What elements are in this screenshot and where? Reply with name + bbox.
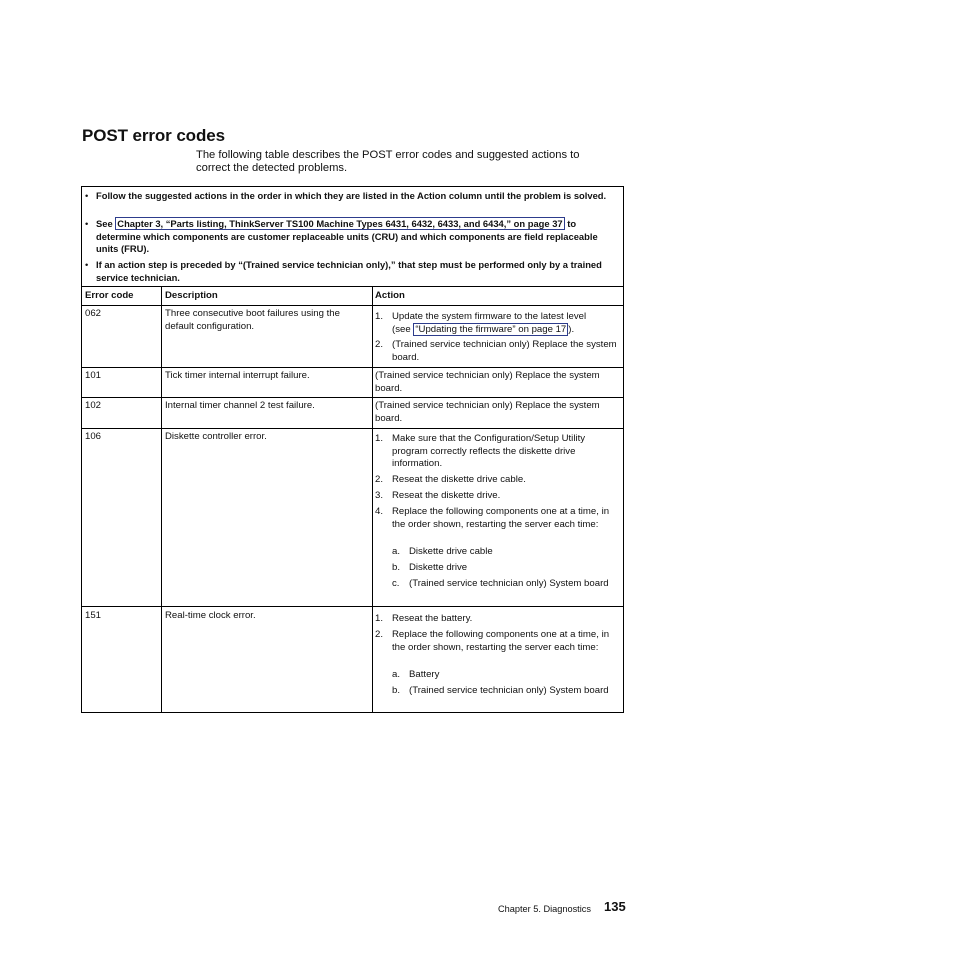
bullet-icon: • [85, 259, 89, 270]
substep-letter: c. [392, 578, 400, 589]
row-102-code: 102 [85, 400, 102, 411]
table-rule [82, 397, 623, 398]
substep-text: (Trained service technician only) System board [409, 578, 609, 589]
row-101-description: Tick timer internal interrupt failure. [165, 370, 310, 381]
substep-text: (Trained service technician only) System board [409, 685, 609, 696]
step-number: 3. [375, 490, 384, 501]
bullet-icon: • [85, 190, 89, 201]
step-text [392, 311, 620, 336]
row-151-description: Real-time clock error. [165, 610, 256, 621]
chapter-3-link[interactable]: Chapter 3, “Parts listing, ThinkServer TS100 Machine Types 6431, 6432, 6433, and 6434,” on page 37 [117, 218, 563, 229]
substep-text: Battery [409, 669, 440, 680]
column-divider [372, 286, 373, 712]
note-item [85, 218, 612, 256]
updating-firmware-link[interactable]: “Updating the firmware” on page 17 [415, 323, 567, 335]
table-rule [82, 367, 623, 368]
bullet-icon: • [85, 218, 89, 229]
substep-letter: b. [392, 685, 401, 696]
step-text: Reseat the battery. [392, 613, 473, 624]
row-102-action: (Trained service technician only) Replace the system board. [375, 400, 600, 424]
note-item [85, 190, 612, 203]
header-action: Action [375, 290, 405, 301]
step-text: Reseat the diskette drive. [392, 490, 501, 501]
header-description: Description [165, 290, 218, 301]
substep-letter: a. [392, 546, 401, 557]
substep-letter: a. [392, 669, 401, 680]
step-text-line: ). [568, 323, 575, 335]
substep-text: Diskette drive [409, 562, 468, 573]
note-item [85, 259, 612, 284]
row-106-code: 106 [85, 431, 102, 442]
column-divider [161, 286, 162, 712]
step-text: Make sure that the Configuration/Setup Utility program correctly reflects the diskette drive information. [392, 433, 586, 469]
section-title: POST error codes [82, 126, 225, 145]
note-text: See [96, 218, 113, 229]
step-text: (Trained service technician only) Replace the system board. [392, 339, 617, 363]
row-106-description: Diskette controller error. [165, 431, 267, 442]
step-number: 1. [375, 433, 384, 444]
table-rule [82, 305, 623, 306]
row-102-description: Internal timer channel 2 test failure. [165, 400, 315, 411]
row-101-code: 101 [85, 370, 102, 381]
error-code-table [81, 186, 624, 713]
note-text: If an action step is preceded by “(Trained service technician only),” that step must be performed only by a trained service technician. [96, 259, 602, 283]
row-062-description: Three consecutive boot failures using the default configuration. [165, 308, 340, 332]
row-151-code: 151 [85, 610, 102, 621]
step-text-line: Update the system firmware to the latest level [392, 311, 587, 322]
step-number: 1. [375, 311, 384, 322]
table-rule [82, 286, 623, 287]
footer-chapter-label: Chapter 5. Diagnostics [498, 904, 591, 914]
table-rule [82, 428, 623, 429]
step-number: 2. [375, 474, 384, 485]
substep-letter: b. [392, 562, 401, 573]
step-number: 4. [375, 506, 384, 517]
substep-text: Diskette drive cable [409, 546, 493, 557]
row-101-action: (Trained service technician only) Replace the system board. [375, 370, 600, 394]
step-text: Reseat the diskette drive cable. [392, 474, 526, 485]
step-number: 2. [375, 629, 384, 640]
step-number: 1. [375, 613, 384, 624]
step-text: Replace the following components one at a time, in the order shown, restarting the server each time: [392, 629, 610, 653]
header-error-code: Error code [85, 290, 134, 301]
note-text: to determine which components are customer replaceable units (CRU) and which components are field replaceable units (FRU). [96, 218, 598, 254]
step-text: Replace the following components one at a time, in the order shown, restarting the server each time: [392, 506, 610, 530]
footer-page-number: 135 [604, 899, 626, 914]
row-062-code: 062 [85, 308, 102, 319]
step-text-line: (see [392, 323, 414, 335]
step-number: 2. [375, 339, 384, 350]
table-rule [82, 606, 623, 607]
intro-paragraph: The following table describes the POST error codes and suggested actions to correct the detected problems. [196, 149, 580, 174]
note-text: Follow the suggested actions in the order in which they are listed in the Action column until the problem is solved. [96, 190, 607, 201]
